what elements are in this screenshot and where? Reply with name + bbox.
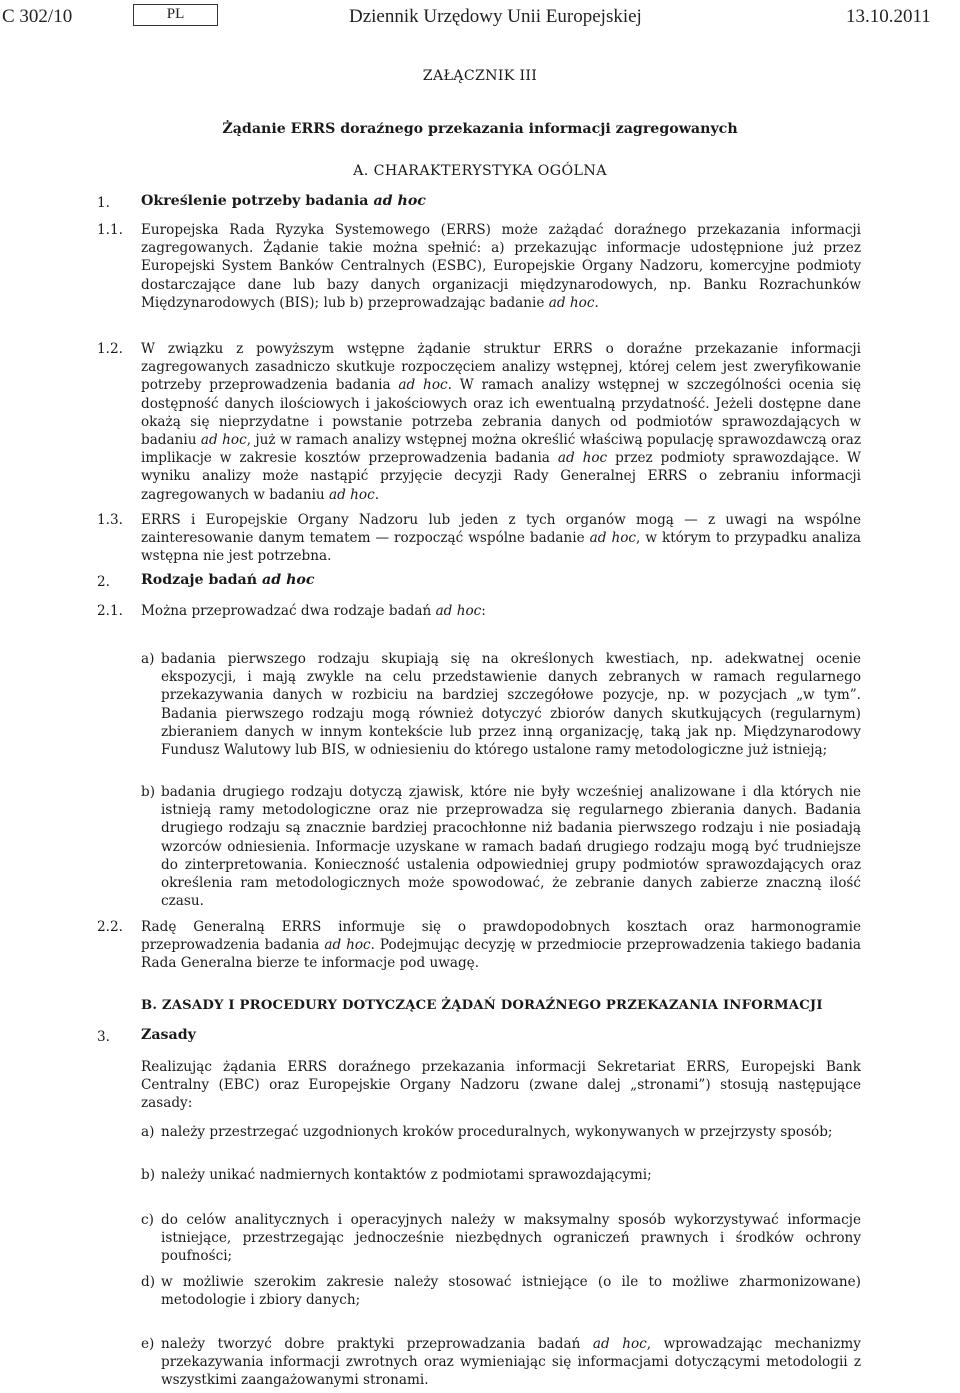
para-1-2-italic-1: ad hoc — [398, 377, 448, 394]
language-code: PL — [166, 6, 185, 22]
para-2-1-number: 2.1. — [97, 603, 123, 619]
para-1-2-text-5: . — [374, 486, 380, 503]
principle-b-text: należy unikać nadmiernych kontaktów z podmiotami sprawozdającymi; — [161, 1167, 652, 1183]
document-title: Żądanie ERRS doraźnego przekazania informacji zagregowanych — [222, 121, 738, 137]
para-1-1-text: Europejska Rada Ryzyka Systemowego (ERRS) może zażądać doraźnego przekazania informacji zagregowanych. Żądanie takie można spełnić: a) przekazując informacje udostępnione już przez Europejski System Banków Centralnych (ESBC), Europejskie Organy Nadzoru, komercyjne podmioty dostarczające dane lub bazy danych organizacji międzynarodowych, np. Banku Rozrachunków Międzynarodowych (BIS); lub b) przeprowadzając badanie — [141, 222, 861, 311]
principle-c-text: do celów analitycznych i operacyjnych należy w maksymalny sposób wykorzystywać informacje istniejące, przestrzegając jednocześnie niezbędnych ograniczeń prawnych i środków ochrony poufności; — [161, 1212, 861, 1265]
para-2-1-text: Można przeprowadzać dwa rodzaje badań — [141, 603, 432, 619]
principle-b-label: b) — [141, 1167, 156, 1183]
para-1-1-text-end: . — [594, 294, 599, 311]
para-1-3 — [141, 511, 861, 566]
para-2-2-number: 2.2. — [97, 919, 123, 935]
para-1-2-text-4: przez podmioty sprawozdające. W wyniku analizy może nastąpić przyjęcie decyzji Rady Generalnej ERRS o zebraniu informacji zagregowanych w badaniu — [141, 450, 862, 503]
para-2-2-italic: ad hoc — [324, 937, 371, 954]
principle-e-text — [161, 1335, 861, 1390]
para-1-1-italic: ad hoc — [548, 294, 595, 311]
section-1-title-italic: ad hoc — [373, 193, 426, 209]
principle-a-label: a) — [141, 1124, 155, 1140]
para-1-2-italic-2: ad hoc — [200, 432, 247, 449]
para-2-1-text-end: : — [481, 603, 486, 619]
section-b-heading: B. ZASADY I PROCEDURY DOTYCZĄCE ŻĄDAŃ DORAŹNEGO PRZEKAZANIA INFORMACJI — [141, 998, 823, 1013]
section-1-title: Określenie potrzeby badania — [141, 193, 369, 209]
principle-a-text: należy przestrzegać uzgodnionych kroków proceduralnych, wykonywanych w przejrzysty sposób; — [161, 1124, 833, 1140]
item-a-text: badania pierwszego rodzaju skupiają się na określonych kwestiach, np. adekwatnej ocenie ekspozycji, i mają zwykle na celu przedstawienie danych zebranych w ramach regularnego przekazywania danych w rozbiciu na bardziej szczegółowe pozycje, np. w pozycjach „w tym”. Badania pierwszego rodzaju mogą również dotyczyć zbiorów danych skutkujących (regularnym) zbieraniem danych w innym kontekście lub przez inną organizację, taką jak np. Międzynarodowy Fundusz Walutowy lub BIS, w odniesieniu do którego ustalone ramy metodologiczne już istnieją; — [161, 651, 861, 759]
para-1-2 — [141, 340, 861, 504]
para-2-2-text-end: . Podejmując decyzję w przedmiocie przeprowadzenia takiego badania Rada Generalna bierze te informacje pod uwagę. — [141, 937, 861, 972]
section-2-title: Rodzaje badań — [141, 572, 258, 588]
principle-e-text-2: , wprowadzając mechanizmy przekazywania informacji zwrotnych oraz wymieniając się informacjami dotyczącymi metodologii z wszystkimi zaangażowanymi stronami. — [161, 1336, 861, 1389]
principle-e-italic: ad hoc — [592, 1336, 647, 1352]
para-1-2-number: 1.2. — [97, 341, 123, 357]
para-1-2-text-3: , już w ramach analizy wstępnej można określić właściwą populację sprawozdawczą oraz implikacje w zakresie kosztów przeprowadzenia badania — [141, 432, 861, 467]
publication-date: 13.10.2011 — [846, 6, 931, 27]
principle-e-label: e) — [141, 1336, 155, 1352]
language-badge — [133, 4, 218, 26]
item-b-text: badania drugiego rodzaju dotyczą zjawisk, które nie były wcześniej analizowane i dla których nie istnieją ramy metodologiczne oraz nie przeprowadza się regularnego zbierania danych. Badania drugiego rodzaju są znacznie bardziej pracochłonne niż badania pierwszego rodzaju i nie posiadają wzorców odniesienia. Informacje uzyskane w ramach badań drugiego rodzaju mogą być trudniejsze do zinterpretowania. Konieczność ustalenia odpowiedniej grupy podmiotów sprawozdających oraz określenia ram metodologicznych może spowodować, że zebranie danych zabierze znaczną ilość czasu. — [161, 784, 861, 910]
section-1-heading — [141, 193, 426, 209]
para-1-2-italic-4: ad hoc — [329, 486, 375, 503]
section-3-number: 3. — [97, 1029, 110, 1045]
section-3-heading: Zasady — [141, 1027, 196, 1043]
section-2-title-italic: ad hoc — [262, 572, 315, 588]
section-2-heading — [141, 572, 315, 588]
para-1-2-text-2: . W ramach analizy wstępnej w szczególności ocenia się dostępność danych ilościowych i jakościowych oraz ich ewentualną przydatność. Jeżeli dostępne dane okażą się nieprzydatne i powstanie potrzeba zebrania danych od podmiotów sprawozdających w badaniu — [141, 377, 862, 449]
principle-c-label: c) — [141, 1212, 154, 1228]
journal-title: Dziennik Urzędowy Unii Europejskiej — [349, 6, 642, 27]
para-1-3-italic: ad hoc — [589, 530, 637, 547]
journal-reference: C 302/10 — [2, 6, 73, 27]
para-1-3-number: 1.3. — [97, 512, 123, 528]
para-2-1-italic: ad hoc — [435, 603, 482, 619]
para-1-2-italic-3: ad hoc — [557, 450, 608, 467]
section-3-intro: Realizując żądania ERRS doraźnego przekazania informacji Sekretariat ERRS, Europejski Bank Centralny (EBC) oraz Europejskie Organy Nadzoru (zwane dalej „stronami”) stosują następujące zasady: — [141, 1059, 861, 1112]
para-1-1 — [141, 221, 861, 312]
section-2-number: 2. — [97, 574, 110, 590]
principle-d-text: w możliwie szerokim zakresie należy stosować istniejące (o ile to możliwe zharmonizowane) metodologie i zbiory danych; — [161, 1274, 861, 1309]
principle-d-label: d) — [141, 1274, 156, 1290]
annex-label: ZAŁĄCZNIK III — [422, 68, 538, 84]
section-1-number: 1. — [97, 195, 110, 211]
section-a-heading: A. CHARAKTERYSTYKA OGÓLNA — [353, 163, 607, 179]
principle-e-text-1: należy tworzyć dobre praktyki przeprowadzania badań — [161, 1336, 581, 1352]
para-1-2-text-1: W związku z powyższym wstępne żądanie struktur ERRS o doraźne przekazanie informacji zagregowanych zasadniczo skutkuje rozpoczęciem analizy wstępnej, której celem jest zweryfikowanie potrzeby przeprowadzenia badania — [141, 341, 861, 394]
para-2-2-text: Radę Generalną ERRS informuje się o prawdopodobnych kosztach oraz harmonogramie przeprowadzenia badania — [141, 919, 861, 954]
para-2-2 — [141, 918, 861, 973]
item-b-label: b) — [141, 784, 156, 800]
para-2-1 — [141, 602, 861, 620]
para-1-3-text-end: , w którym to przypadku analiza wstępna nie jest potrzebna. — [141, 530, 861, 565]
running-header — [0, 4, 960, 28]
para-1-3-text: ERRS i Europejskie Organy Nadzoru lub jeden z tych organów mogą — z uwagi na wspólne zainteresowanie danym tematem — rozpocząć wspólne badanie — [141, 512, 861, 547]
item-a-label: a) — [141, 651, 155, 667]
para-1-1-number: 1.1. — [97, 222, 123, 238]
